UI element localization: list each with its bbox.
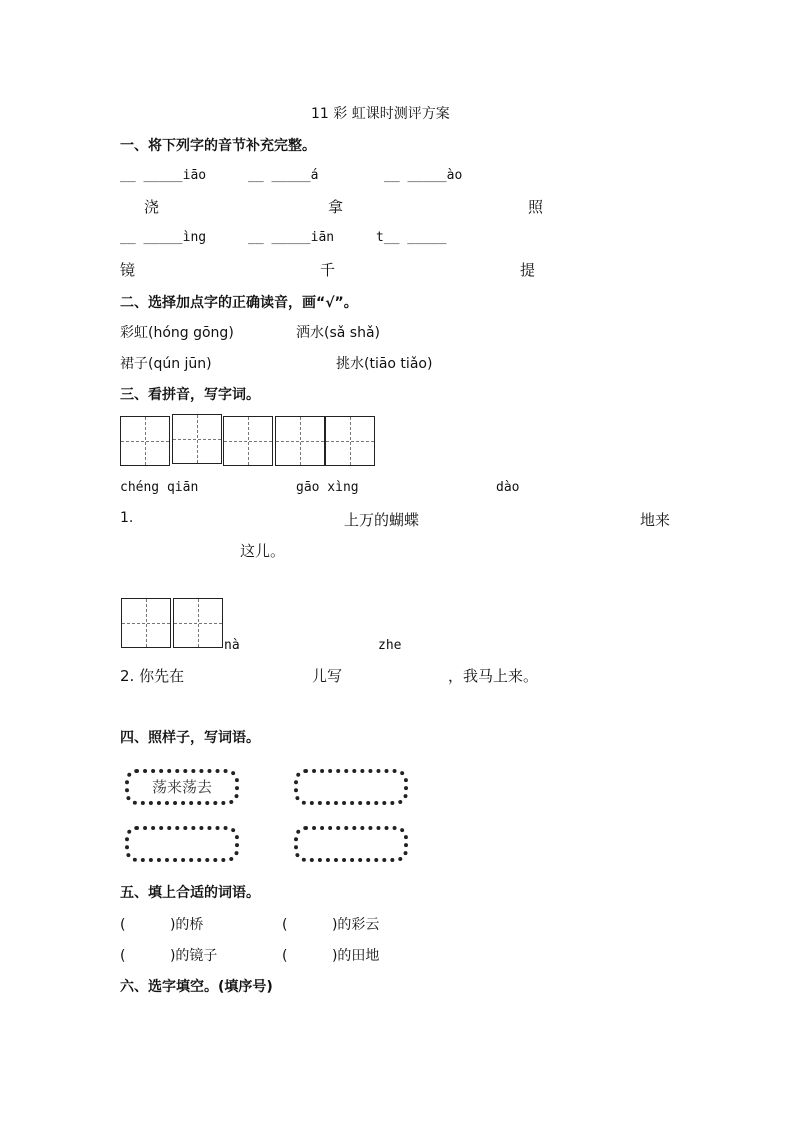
writing-grid-box[interactable] bbox=[325, 416, 375, 466]
pinyin-prompt: zhe bbox=[378, 638, 402, 653]
pinyin-prompt: chéng qiān bbox=[120, 480, 199, 495]
answer-word-box[interactable] bbox=[294, 769, 408, 805]
writing-grid-box[interactable] bbox=[172, 414, 222, 464]
sentence-text: 2. 你先在 bbox=[120, 667, 185, 685]
pinyin-prompt: gāo xìng bbox=[296, 480, 359, 495]
fill-blank-item: ( )的彩云 bbox=[282, 917, 380, 933]
fill-blank-item: ( )的桥 bbox=[120, 917, 204, 933]
sentence-text: 儿写 bbox=[312, 667, 343, 685]
section-5-heading: 五、填上合适的词语。 bbox=[120, 885, 260, 901]
pinyin-prompt: nà bbox=[224, 638, 240, 653]
writing-grid-box[interactable] bbox=[120, 416, 170, 466]
character: 提 bbox=[520, 261, 536, 279]
character: 拿 bbox=[328, 198, 344, 216]
section-2-heading: 二、选择加点字的正确读音，画“√”。 bbox=[120, 295, 358, 311]
reading-choice: 挑水(tiāo tiǎo) bbox=[336, 356, 433, 372]
fill-blank-item: ( )的镜子 bbox=[120, 948, 218, 964]
example-word: 荡来荡去 bbox=[151, 778, 212, 796]
sentence-text: 这儿。 bbox=[240, 542, 286, 560]
reading-choice: 彩虹(hóng gōng) bbox=[120, 325, 234, 341]
sentence-text: 地来 bbox=[640, 511, 671, 529]
writing-grid-box[interactable] bbox=[173, 598, 223, 648]
example-word-box bbox=[125, 769, 239, 805]
character: 浇 bbox=[144, 198, 160, 216]
answer-word-box[interactable] bbox=[125, 826, 239, 862]
pinyin-blank: __ _____á bbox=[248, 168, 319, 183]
writing-grid-box[interactable] bbox=[223, 416, 273, 466]
character: 镜 bbox=[120, 261, 136, 279]
pinyin-prompt: dào bbox=[496, 480, 520, 495]
character: 千 bbox=[320, 261, 336, 279]
pinyin-blank: __ _____iāo bbox=[120, 168, 207, 183]
pinyin-blank: __ _____ào bbox=[384, 168, 463, 183]
page-title: 11 彩 虹课时测评方案 bbox=[311, 106, 450, 122]
section-3-heading: 三、看拼音，写字词。 bbox=[120, 387, 260, 403]
writing-grid-box[interactable] bbox=[121, 598, 171, 648]
writing-grid-box[interactable] bbox=[275, 416, 325, 466]
section-1-heading: 一、将下列字的音节补充完整。 bbox=[120, 138, 316, 154]
section-6-heading: 六、选字填空。(填序号) bbox=[120, 979, 273, 995]
sentence-number: 1. bbox=[120, 510, 134, 526]
section-4-heading: 四、照样子，写词语。 bbox=[120, 730, 260, 746]
answer-word-box[interactable] bbox=[294, 826, 408, 862]
character: 照 bbox=[528, 198, 544, 216]
reading-choice: 裙子(qún jūn) bbox=[120, 356, 212, 372]
sentence-text: 上万的蝴蝶 bbox=[344, 511, 420, 529]
fill-blank-item: ( )的田地 bbox=[282, 948, 380, 964]
pinyin-blank: t__ _____ bbox=[376, 230, 447, 245]
reading-choice: 洒水(sǎ shǎ) bbox=[296, 325, 380, 341]
pinyin-blank: __ _____ìng bbox=[120, 230, 207, 245]
sentence-text: ，我马上来。 bbox=[448, 667, 539, 685]
pinyin-blank: __ _____iān bbox=[248, 230, 335, 245]
